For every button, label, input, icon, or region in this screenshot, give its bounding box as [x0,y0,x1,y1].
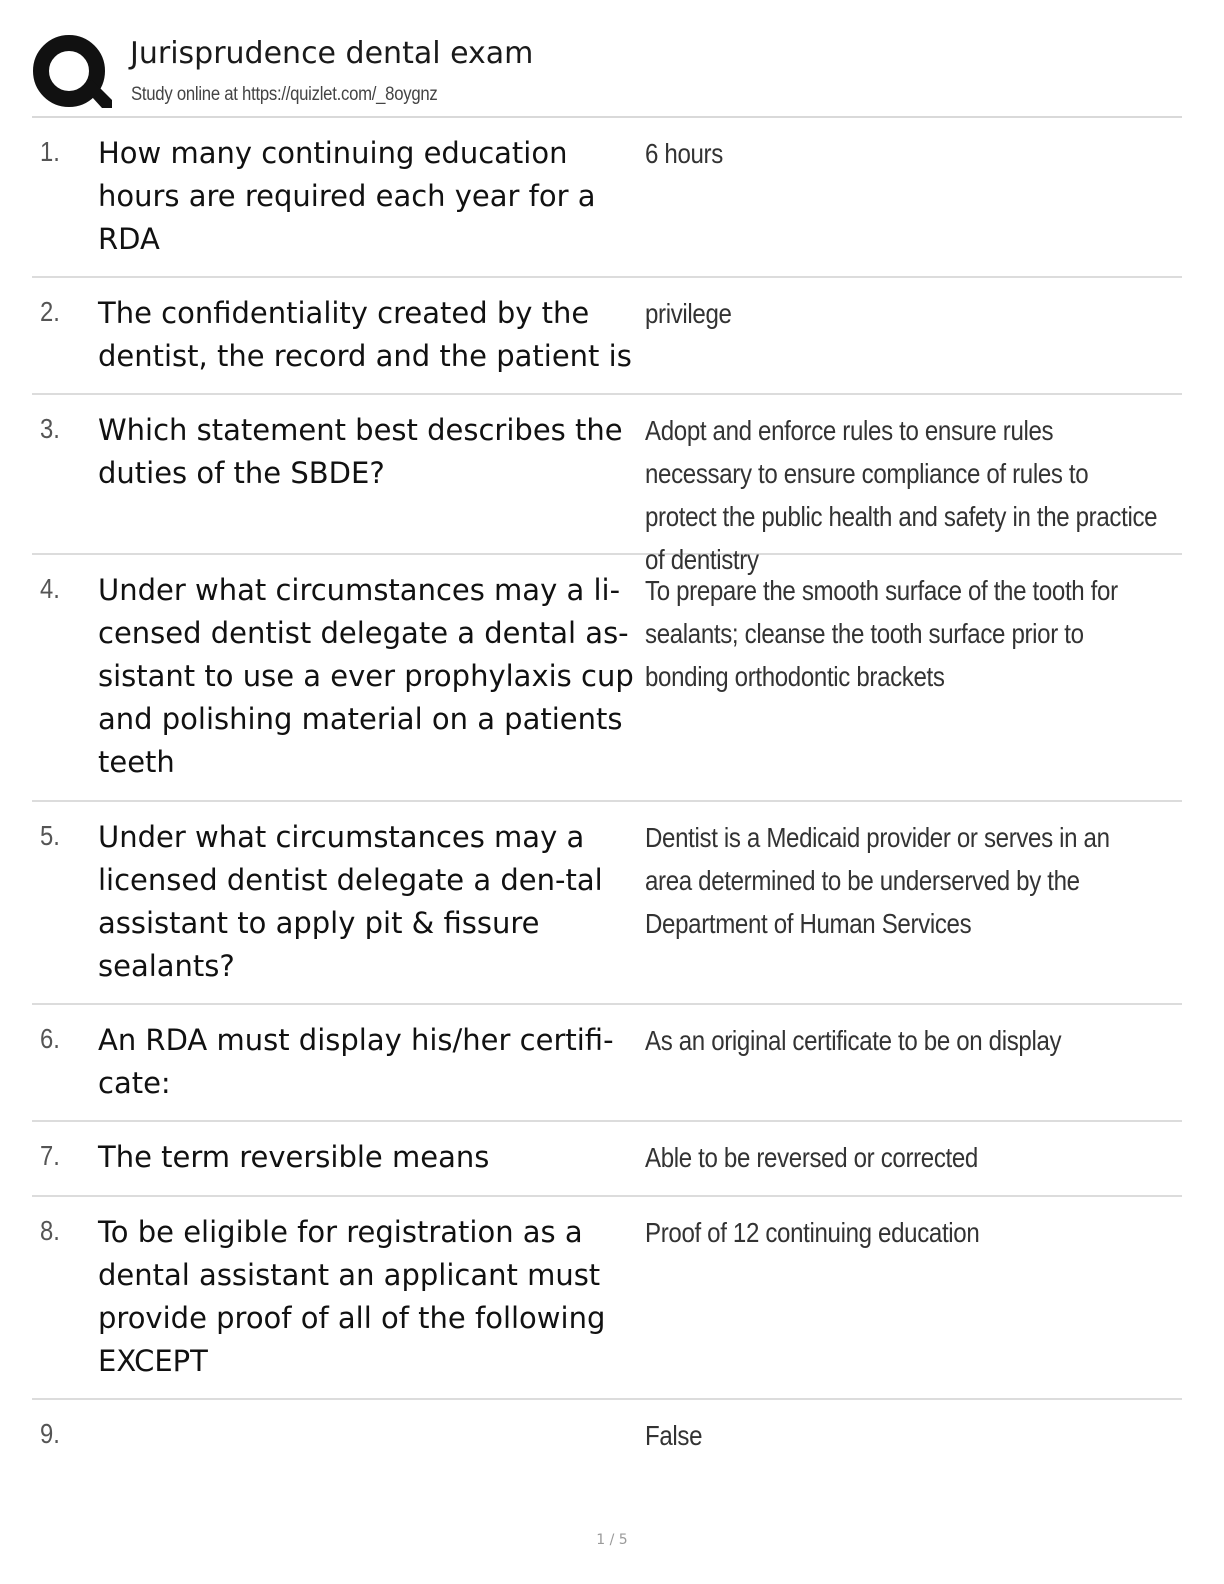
card-definition: Dentist is a Medicaid provider or serves in an area determined to be underserved by the Department of Human Services [645,822,1110,939]
card-term: Under what circumstances may a li-censed dentist delegate a dental as-sistant to use a ever prophylaxis cup and polishing material on a patients teeth [98,573,634,779]
card-term: The confidentiality created by the dentist, the record and the patient is [98,296,632,373]
card-number: 2. [40,296,60,327]
card-term: How many continuing education hours are required each year for a RDA [98,136,596,256]
flashcard-row [32,1197,1182,1400]
card-definition: To prepare the smooth surface of the tooth for sealants; cleanse the tooth surface prior to bonding orthodontic brackets [645,575,1118,692]
card-term: The term reversible means [98,1140,490,1174]
card-number: 4. [40,573,60,604]
page-number: 1 / 5 [596,1532,628,1548]
card-number: 9. [40,1418,60,1449]
flashcard-row [32,118,1182,278]
flashcard-row [32,1005,1182,1122]
card-number: 6. [40,1023,60,1054]
card-definition: Able to be reversed or corrected [645,1142,978,1173]
card-definition: False [645,1420,703,1451]
card-term: An RDA must display his/her certifi-cate: [98,1023,614,1100]
card-definition: As an original certificate to be on display [645,1025,1062,1056]
flashcard-row [32,1400,1182,1480]
flashcard-row [32,395,1182,575]
quizlet-q-logo-icon [32,34,112,114]
card-definition: 6 hours [645,138,723,169]
flashcard-row [32,1122,1182,1197]
flashcard-row [32,555,1182,802]
flashcard-row [32,802,1182,1005]
card-number: 1. [40,136,60,167]
card-number: 8. [40,1215,60,1246]
card-number: 7. [40,1140,60,1171]
card-definition: Proof of 12 continuing education [645,1217,980,1248]
card-term: Which statement best describes the duties of the SBDE? [98,413,623,490]
study-online-link[interactable]: Study online at https://quizlet.com/_8oygnz [131,84,438,105]
page-title: Jurisprudence dental exam [130,36,534,71]
card-definition: Adopt and enforce rules to ensure rules necessary to ensure compliance of rules to protect the public health and safety in the practice of dentistry [645,415,1158,575]
card-term: Under what circumstances may a licensed dentist delegate a den-tal assistant to apply pit & fissure sealants? [98,820,603,983]
flashcard-row [32,278,1182,395]
card-definition: privilege [645,298,732,329]
card-term: To be eligible for registration as a dental assistant an applicant must provide proof of all of the following EXCEPT [98,1215,606,1378]
card-number: 3. [40,413,60,444]
card-number: 5. [40,820,60,851]
page-header [32,30,1182,116]
flashcard-list [32,118,1182,1480]
